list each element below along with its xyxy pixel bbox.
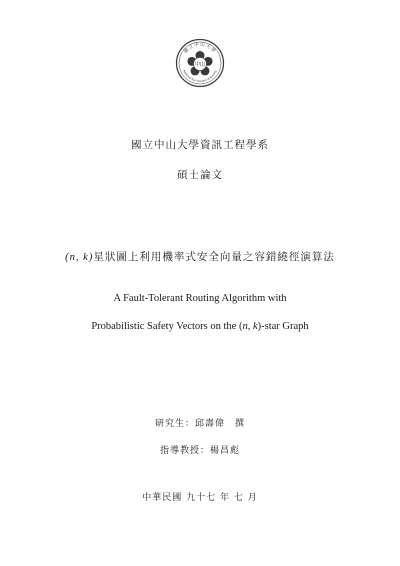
thesis-type: 碩士論文 [177, 169, 223, 181]
seal-bottom-text: National Sun Yat-sen University [182, 69, 218, 84]
chinese-thesis-title [0, 249, 400, 264]
department-name: 國立中山大學資訊工程學系 [131, 139, 269, 151]
author-line: 研究生：邱壽偉 撰 [154, 419, 245, 429]
svg-text:National Sun Yat-sen Universit [182, 69, 218, 83]
title-zh-math-prefix: (n, k) [65, 252, 94, 263]
date-line: 中華民國 九十七 年 七 月 [142, 493, 258, 503]
seal-top-text: 國立中山大學 [183, 42, 217, 55]
english-title-before: Probabilistic Safety Vectors on the ( [91, 321, 243, 332]
english-title-math: n, k [242, 321, 258, 332]
title-zh-text: 星狀圖上利用機率式安全向量之容錯繞徑演算法 [93, 251, 335, 263]
advisor-line: 指導教授：楊昌彪 [159, 446, 240, 456]
english-title-line-1: A Fault-Tolerant Routing Algorithm with [113, 293, 287, 304]
plum-blossom-icon [187, 51, 212, 75]
university-seal-logo [175, 38, 225, 88]
seal-center-text: 中山 [194, 62, 206, 68]
english-title-after: )-star Graph [257, 321, 309, 332]
english-title-line-2 [0, 321, 400, 332]
